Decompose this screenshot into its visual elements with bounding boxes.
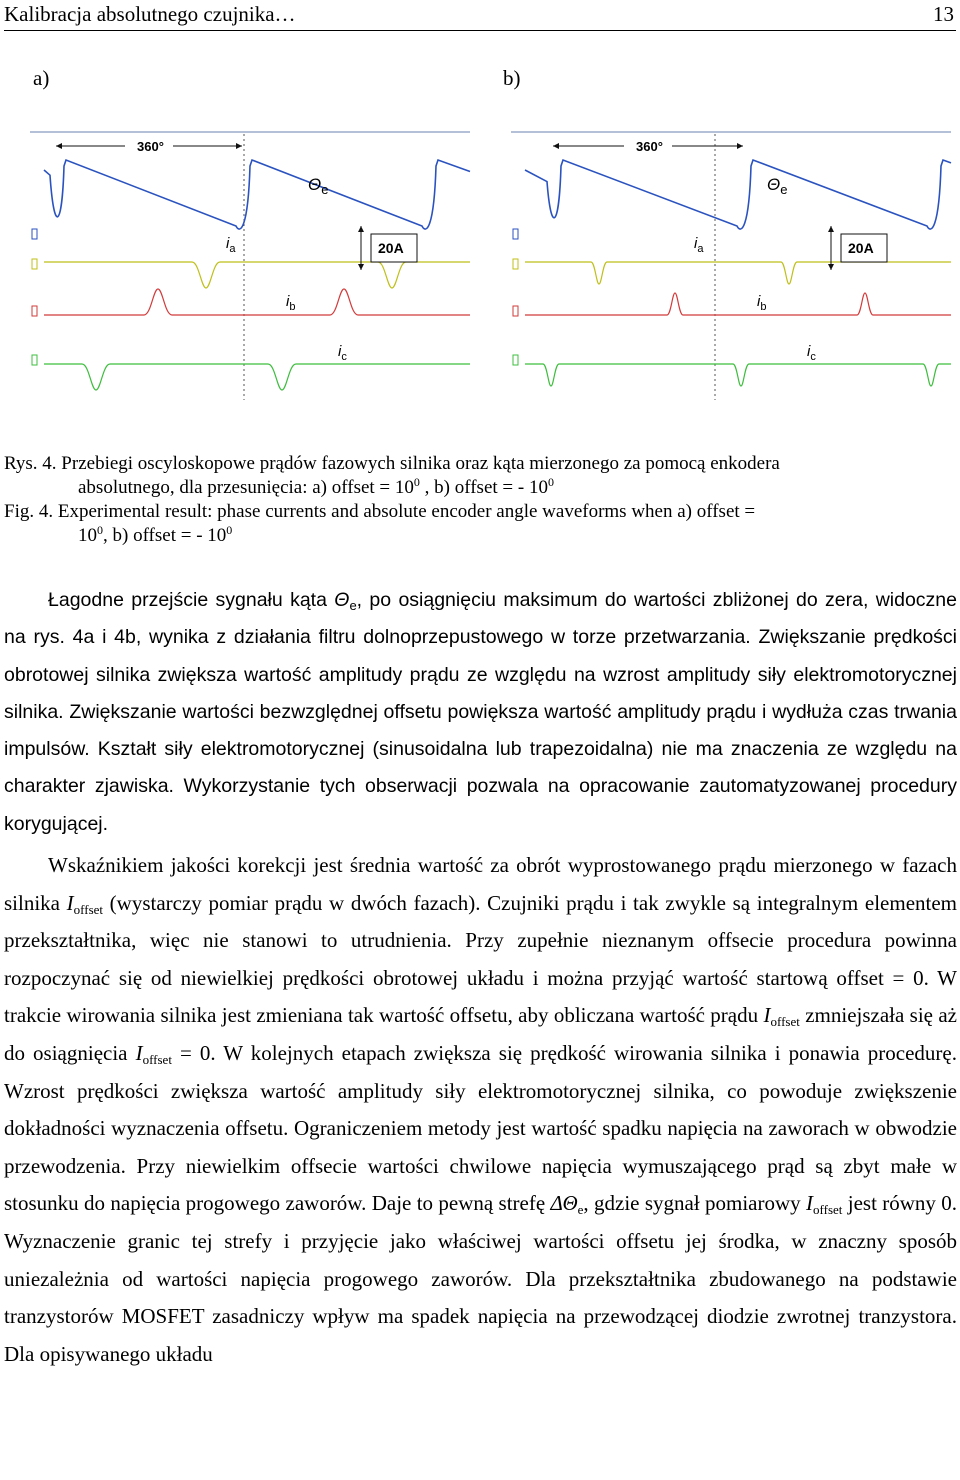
channel-marker [513, 306, 518, 316]
p1-text-a: Łagodne przejście sygnału kąta [48, 589, 335, 611]
theta-trace [525, 160, 951, 229]
i-offset-symbol: I [135, 1041, 143, 1066]
p2-text-c: zmniejszała się aż do osiągnięcia [4, 1003, 957, 1066]
channel-marker [32, 355, 37, 365]
running-header-title: Kalibracja absolutnego czujnika… [4, 2, 296, 26]
figure-caption [4, 452, 956, 548]
ib-label: $i_b$ [286, 293, 296, 313]
offset-subscript: offset [142, 1052, 172, 1068]
ib-trace [525, 293, 951, 315]
panel-a-label: a) [33, 66, 50, 90]
caption-pl-line2b: , b) offset = - 10 [419, 477, 548, 498]
period-label: 360° [137, 139, 164, 154]
paragraph-1 [4, 582, 957, 843]
body-text [4, 582, 957, 1373]
caption-sup: 0 [226, 523, 233, 537]
ic-trace [525, 364, 951, 386]
offset-subscript: offset [770, 1014, 800, 1030]
running-header [4, 0, 956, 31]
channel-marker [32, 229, 37, 239]
offset-subscript: offset [813, 1202, 843, 1218]
ic-label: $i_c$ [807, 343, 816, 363]
ic-trace [44, 364, 470, 390]
p1-text-b: , po osiągnięciu maksimum do wartości zbliżonej do zera, widoczne na rys. 4a i 4b, wynika z działania filtru dolnoprzepustowego w torze przetwarzania. Zwiększanie prędkości obrotowej silnika zwiększa wartość amplitudy prądu ze względu na wzrost amplitudy siły elektromotorycznej silnika. Zwiększanie wartości bezwzględnej offsetu powiększa wartość amplitudy prądu i wydłuża czas trwania impulsów. Kształt siły elektromotorycznej (sinusoidalna lub trapezoidalna) nie ma znaczenia ze względu na charakter zjawiska. Wykorzystanie tych obserwacji pozwala na opracowanie zautomatyzowanej procedury korygującej. [4, 589, 957, 835]
paragraph-2 [4, 847, 957, 1373]
channel-marker [32, 306, 37, 316]
caption-en-line1: Fig. 4. Experimental result: phase currents and absolute encoder angle waveforms when a) offset = [4, 501, 756, 522]
theta-subscript: e [349, 598, 357, 613]
oscilloscope-plot-a [30, 130, 471, 400]
caption-sup: 0 [97, 523, 103, 537]
ib-label: $i_b$ [757, 293, 767, 313]
theta-label: $\Theta_e$ [767, 175, 788, 197]
caption-en-line2a: 10 [78, 525, 97, 546]
p2-text-f: jest równy 0. Wyznaczenie granic tej strefy i przyjęcie jako właściwej wartości offsetu jej środka, w znaczny sposób uniezależnia od wartości napięcia progowego zaworów. Dla przekształtnika zbudowanego na podstawie tranzystorów MOSFET zasadniczy wpływ ma spadek napięcia na przewodzącej diodzie zwrotnej tranzystora. Dla opisywanego układu [4, 1191, 958, 1366]
oscilloscope-plot-b [511, 130, 952, 400]
ia-trace [44, 262, 470, 288]
oscilloscope-panel-b [511, 130, 952, 400]
channel-marker [513, 229, 518, 239]
page-number: 13 [933, 2, 954, 26]
i-offset-symbol: I [806, 1191, 814, 1216]
scale-label: 20A [848, 240, 874, 256]
panel-b-label: b) [503, 66, 521, 90]
caption-pl-line2a: absolutnego, dla przesunięcia: a) offset = 10 [78, 477, 414, 498]
channel-marker [32, 259, 37, 269]
p2-text-d: = 0. W kolejnych etapach zwiększa się prędkość wirowania silnika i ponawia procedurę. Wzrost prędkości zwiększa wartość amplitudy siły elektromotorycznej silnika, co powoduje zwiększenie dokładności wyznaczenia offsetu. Ograniczeniem metody jest wartość spadku napięcia na zaworach w obwodzie przewodzenia. Przy niewielkim offsecie wartości chwilowe napięcia wymuszającego prąd są zbyt małe w stosunku do napięcia progowego zaworów. Daje to pewną strefę [4, 1041, 957, 1216]
caption-sup: 0 [547, 475, 554, 489]
caption-pl-line1: Rys. 4. Przebiegi oscyloskopowe prądów fazowych silnika oraz kąta mierzonego za pomocą enkodera [4, 453, 780, 474]
delta-theta-symbol: ΔΘ [550, 1191, 578, 1216]
scale-label: 20A [378, 240, 404, 256]
i-offset-symbol: I [66, 890, 74, 915]
ic-label: $i_c$ [338, 343, 347, 363]
offset-subscript: offset [73, 901, 104, 917]
p2-text-e: , gdzie sygnał pomiarowy [583, 1191, 807, 1216]
caption-sup: 0 [413, 475, 420, 489]
p2-text-a: Wskaźnikiem jakości korekcji jest średnia wartość za obrót wyprostowanego prądu mierzonego w fazach silnika [4, 853, 957, 915]
ib-trace [44, 289, 470, 315]
channel-marker [513, 259, 518, 269]
theta-label: $\Theta_e$ [308, 175, 329, 197]
ia-label: $i_a$ [694, 235, 704, 255]
p2-text-b: (wystarczy pomiar prądu w dwóch fazach). Czujniki prądu i tak zwykle są integralnym elementem przekształtnika, więc nie stanowi to utrudnienia. Przy zupełnie nieznanym offsecie procedura powinna rozpoczynać się od niewielkiej prędkości obrotowej układu i można przyjąć wartość startową offset = 0. W trakcie wirowania silnika jest zmieniana tak wartość offsetu, aby obliczana wartość prądu [4, 890, 958, 1028]
ia-label: $i_a$ [226, 235, 236, 255]
i-offset-symbol: I [763, 1003, 771, 1028]
oscilloscope-panel-a [30, 130, 471, 400]
theta-trace [44, 160, 470, 229]
theta-symbol: Θ [334, 589, 350, 611]
caption-en-line2b: , b) offset = - 10 [103, 525, 227, 546]
ia-trace [525, 262, 951, 284]
theta-subscript: e [577, 1202, 584, 1218]
period-label: 360° [636, 139, 663, 154]
channel-marker [513, 355, 518, 365]
